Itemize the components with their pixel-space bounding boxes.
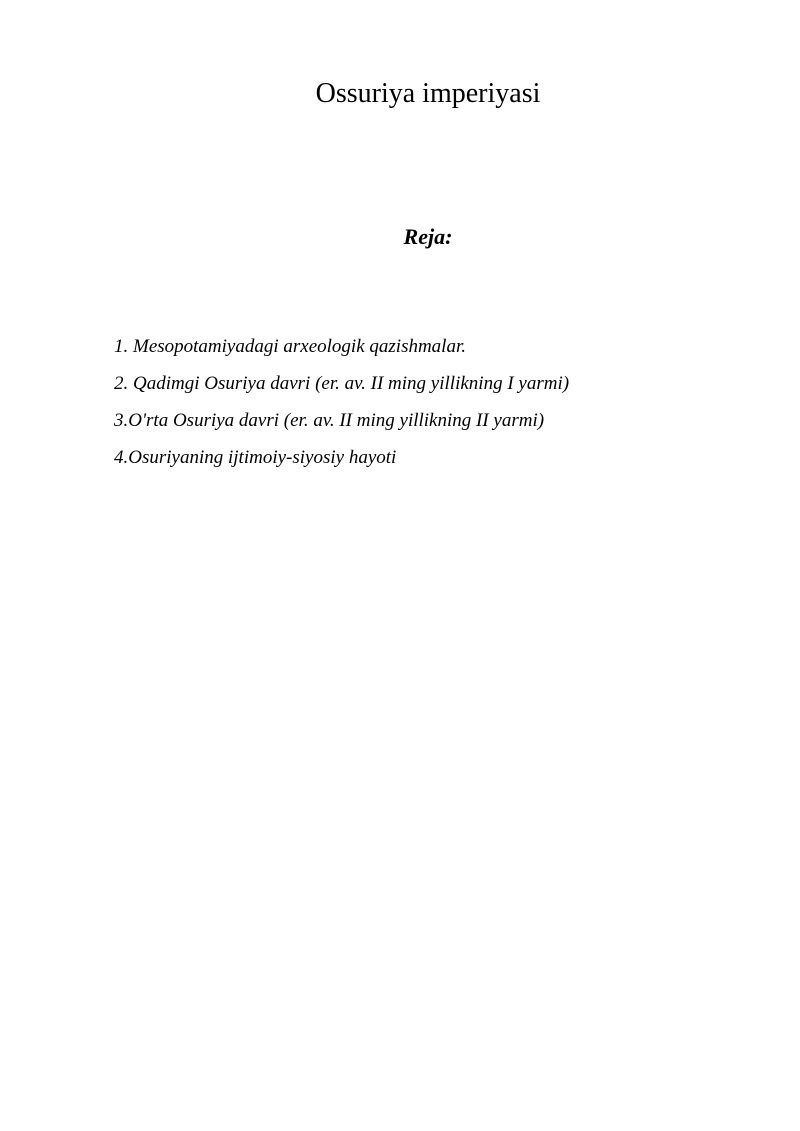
plan-item-2: 2. Qadimgi Osuriya davri (er. av. II ming yillikning I yarmi): [114, 373, 570, 394]
plan-item-4: 4.Osuriyaning ijtimoiy-siyosiy hayoti: [114, 447, 397, 468]
plan-item-3: 3.O'rta Osuriya davri (er. av. II ming yillikning II yarmi): [114, 410, 545, 431]
plan-list: [114, 328, 569, 476]
plan-item-1: 1. Mesopotamiyadagi arxeologik qazishmalar.: [114, 336, 467, 357]
document-title: Ossuriya imperiyasi: [315, 78, 541, 109]
plan-heading: Reja:: [403, 224, 453, 249]
